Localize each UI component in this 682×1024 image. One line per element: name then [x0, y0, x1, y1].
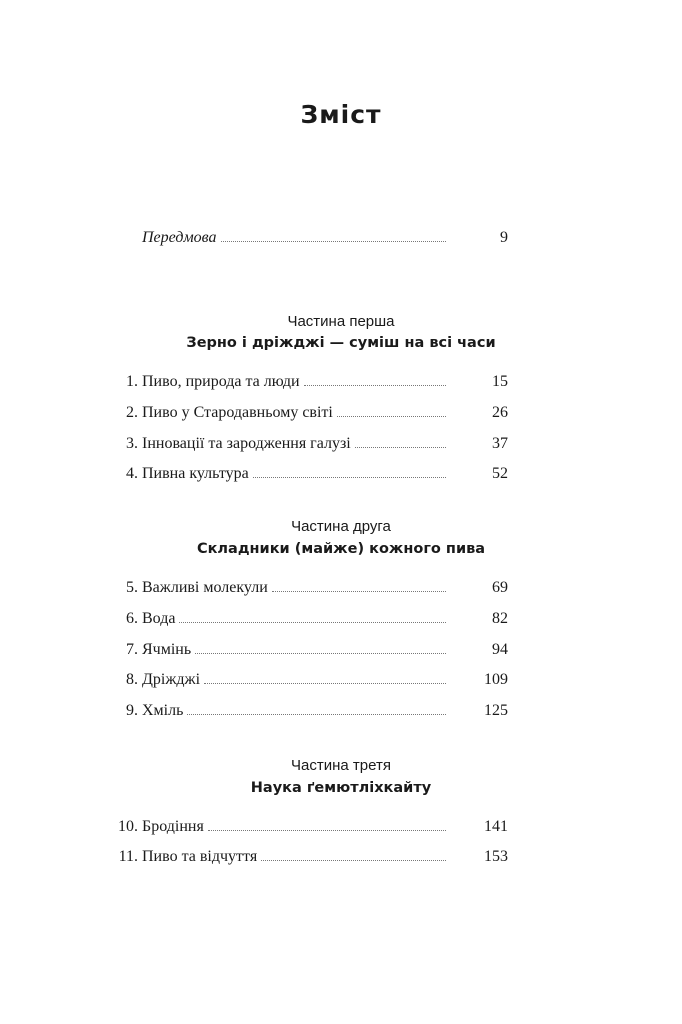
dot-leader	[195, 652, 446, 654]
entry-label: Важливі молекули	[142, 579, 268, 596]
entry-page: 37	[492, 435, 508, 452]
entry-page: 26	[492, 404, 508, 421]
entry-label: Вода	[142, 610, 176, 627]
dot-leader	[208, 829, 446, 831]
entry-number: 2.	[126, 404, 138, 421]
entry-page: 141	[484, 818, 508, 835]
part-title: Наука ґемютліхкайту	[250, 780, 432, 796]
entry-number: 6.	[126, 610, 138, 627]
entry-number: 9.	[126, 702, 138, 719]
part-title: Складники (майже) кожного пива	[196, 541, 486, 557]
part-label: Частина третя	[291, 757, 391, 774]
toc-entry[interactable]	[114, 579, 508, 601]
toc-entry-preface[interactable]	[114, 229, 508, 251]
dot-leader	[204, 682, 446, 684]
entry-label: Пивна культура	[142, 465, 249, 482]
dot-leader	[261, 859, 446, 861]
toc-entry[interactable]	[114, 671, 508, 693]
entry-page: 153	[484, 848, 508, 865]
toc-entry[interactable]	[114, 641, 508, 663]
toc-entry[interactable]	[114, 818, 508, 840]
entry-number: 8.	[126, 671, 138, 688]
toc-entry[interactable]	[114, 435, 508, 457]
part-label: Частина перша	[287, 313, 395, 330]
entry-label: Бродіння	[142, 818, 204, 835]
toc-entry[interactable]	[114, 404, 508, 426]
dot-leader	[253, 476, 446, 478]
dot-leader	[272, 590, 446, 592]
entry-number: 3.	[126, 435, 138, 452]
entry-number: 5.	[126, 579, 138, 596]
entry-label: Пиво, природа та люди	[142, 373, 300, 390]
dot-leader	[221, 240, 447, 242]
entry-page: 69	[492, 579, 508, 596]
entry-label: Пиво та відчуття	[142, 848, 258, 865]
entry-label: Інновації та зародження галузі	[142, 435, 351, 452]
entry-number: 7.	[126, 641, 138, 658]
dot-leader	[337, 415, 446, 417]
entry-page: 82	[492, 610, 508, 627]
entry-page: 15	[492, 373, 508, 390]
entry-page: 109	[484, 671, 508, 688]
entry-number: 4.	[126, 465, 138, 482]
toc-entry[interactable]	[114, 848, 508, 870]
toc-entry[interactable]	[114, 373, 508, 395]
entry-label: Передмова	[142, 229, 217, 246]
dot-leader	[179, 621, 446, 623]
dot-leader	[304, 384, 446, 386]
toc-entry[interactable]	[114, 465, 508, 487]
entry-number: 10.	[118, 818, 138, 835]
entry-page: 9	[500, 229, 508, 246]
dot-leader	[187, 713, 446, 715]
entry-label: Ячмінь	[142, 641, 192, 658]
part-label: Частина друга	[291, 518, 391, 535]
entry-page: 94	[492, 641, 508, 658]
part-title: Зерно і дріжджі — суміш на всі часи	[186, 335, 496, 351]
toc-entry[interactable]	[114, 610, 508, 632]
toc-entry[interactable]	[114, 702, 508, 724]
entry-label: Хміль	[142, 702, 184, 719]
entry-page: 125	[484, 702, 508, 719]
entry-label: Пиво у Стародавньому світі	[142, 404, 333, 421]
dot-leader	[355, 446, 446, 448]
entry-number: 1.	[126, 373, 138, 390]
page-title: Зміст	[300, 100, 382, 129]
entry-number: 11.	[118, 848, 138, 865]
entry-label: Дріжджі	[142, 671, 201, 688]
entry-page: 52	[492, 465, 508, 482]
